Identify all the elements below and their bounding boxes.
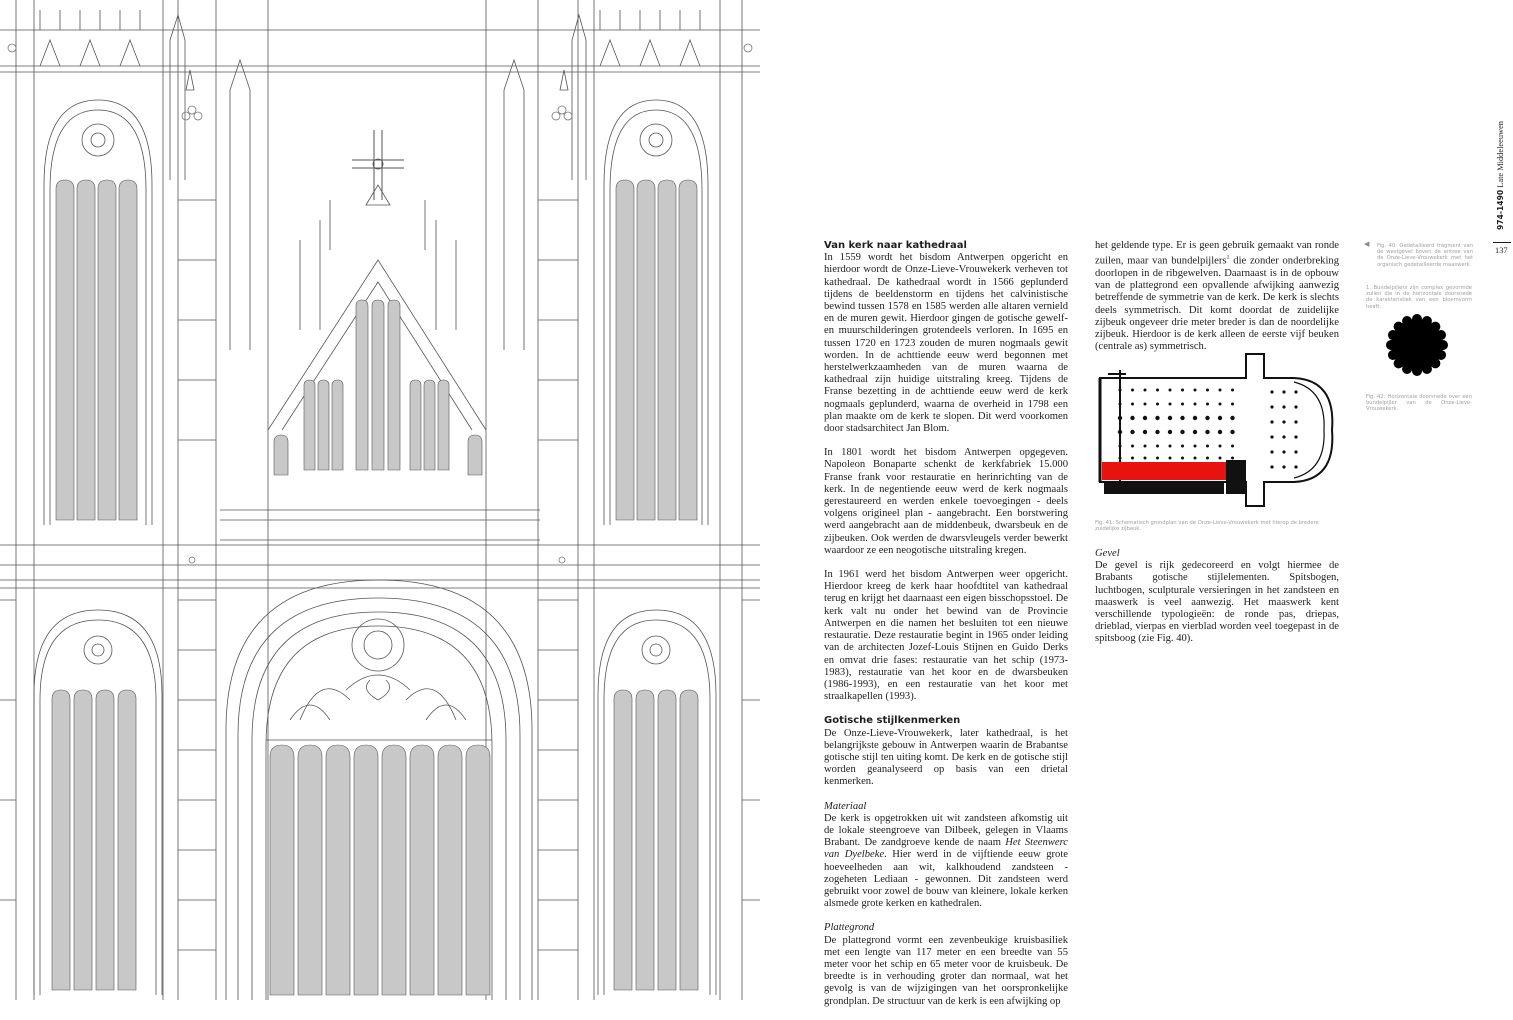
plan-pillar: [1156, 403, 1159, 406]
paragraph-gevel: De gevel is rijk gedecoreerd en volgt hiermee de Brabants gotische stijlelementen. Spitsbogen, luchtbogen, sculpturale versieringen in het zandsteen en maaswerk is veel aanwezig. Het maaswerk kent verschillende typologieën: de ronde pas, driepas, drieblad, vierpas en vierblad worden veel toegepast in de spitsboog (zie Fig. 40).: [1095, 560, 1339, 645]
plan-pillar: [1193, 416, 1197, 420]
window-light: [614, 690, 632, 990]
plan-pillar: [1231, 445, 1234, 448]
window-light: [424, 380, 435, 470]
figure-42-caption: Fig. 42: Horizontale doorsnede over een bundelpijler van de Onze-Lieve-Vrouwekerk.: [1366, 394, 1472, 413]
plan-pillar: [1169, 389, 1172, 392]
subheading-plattegrond: Plattegrond: [824, 922, 875, 934]
pillar-shaft: [1430, 322, 1440, 332]
text-column-right-lower: [1095, 548, 1339, 658]
plan-pillar: [1194, 457, 1197, 460]
window-light: [96, 690, 114, 990]
pillar-shaft: [1422, 364, 1432, 374]
paragraph: In 1961 werd het bisdom Antwerpen weer opgericht. Hierdoor kreeg de kerk haar hoofdtitel van kathedraal terug en krijgt het daarnaast een eigen bisschopsstoel. De kerk valt nu onder het bewind van de Provincie Antwerpen en die namen het besluiten tot een nieuwe restauratie. Deze restauratie begint in 1965 onder leiding van de architecten Jozef-Louis Stijnen en Guido Derks en omvat drie fases: restauratie van het schip (1973-1983), restauratie van het koor en de dwarsbeuken (1986-1993), en een restauratie van het koor met straalkapellen (1993).: [824, 569, 1068, 703]
plan-pillar: [1156, 445, 1159, 448]
window-light: [74, 690, 92, 990]
window-light: [326, 745, 350, 995]
plan-pillar: [1194, 445, 1197, 448]
floor-plan-figure: [1096, 350, 1342, 510]
facade-drawing: [0, 0, 760, 1000]
pillar-shaft: [1388, 330, 1398, 340]
paragraph: het geldende type. Er is geen gebruik gemaakt van ronde zuilen, maar van bundelpijlers$^1$ die zonder onderbreking doorlopen in de ribgewelven. Daarnaast is in de opbouw van de plattegrond een opvallende afwijking aanwezig betreffende de symmetrie van de kerk. De kerk is slechts deels symmetrisch. Dit komt doordat de zuidelijke zijbeuk ongeveer drie meter breder is dan de noordelijke zijbeuk. Hierdoor is de kerk alleen de eerste vijf beuken (centrale as) symmetrisch.: [1095, 240, 1339, 353]
plan-pillar: [1294, 450, 1297, 453]
plan-pillar: [1169, 403, 1172, 406]
plan-pillar: [1282, 405, 1285, 408]
window-light: [679, 180, 697, 520]
plan-pillar: [1219, 457, 1222, 460]
plan-pillar: [1130, 430, 1134, 434]
plan-pillar: [1194, 403, 1197, 406]
header-rule: [1493, 242, 1511, 243]
plan-pillar: [1282, 450, 1285, 453]
plan-pillar: [1131, 403, 1134, 406]
plan-pillar: [1156, 389, 1159, 392]
plan-pillar: [1155, 430, 1159, 434]
plan-pillar: [1118, 416, 1122, 420]
plan-pillar: [1131, 457, 1134, 460]
paragraph: In 1801 wordt het bisdom Antwerpen opgegeven. Napoleon Bonaparte schenkt de kerkfabriek 15.000 Franse frank voor restauratie en herinrichting van de kerk. In de negentiende eeuw werd de kerk nogmaals gerestaureerd en werden enkele toevoegingen - deels volgens origineel plan - aangebracht. Een borstwering werd aangebracht aan de middenbeuk, dwarsbeuk en de zijbeuken. Ook werden de dwarsvleugels verder bewerkt waardoor ze een neogotische uitstraling kregen.: [824, 447, 1068, 556]
window-light: [438, 380, 449, 470]
window-light: [52, 690, 70, 990]
window-light: [318, 380, 329, 470]
pillar-shaft: [1438, 340, 1448, 350]
paragraph-plattegrond: De plattegrond vormt een zevenbeukige kruisbasiliek met een lengte van 117 meter en een breedte van 55 meter voor het schip en 65 meter voor de kruisbeuk. De breedte is in verhouding groter dan normaal, wat het gevolg is van de wijzigingen van het oorspronkelijke grondplan. De structuur van de kerk is een afwijking op: [824, 934, 1068, 1007]
figure-41-caption: Fig. 41: Schematisch grondplan van de Onze-Lieve-Vrouwekerk met hierop de bredere zuidelijke zijbeuk.: [1095, 520, 1319, 533]
pillar-shaft: [1394, 358, 1404, 368]
pillar-shaft: [1402, 316, 1412, 326]
window-light: [616, 180, 634, 520]
plan-pillar: [1294, 435, 1297, 438]
plan-pillar: [1282, 420, 1285, 423]
plan-pillar: [1206, 457, 1209, 460]
window-light: [98, 180, 116, 520]
pillar-shaft: [1436, 350, 1446, 360]
plan-pillar: [1144, 403, 1147, 406]
window-light: [388, 300, 400, 470]
window-light: [270, 745, 294, 995]
window-light: [658, 180, 676, 520]
plan-pillar: [1131, 389, 1134, 392]
plan-pillar: [1119, 403, 1122, 406]
plan-pillar: [1169, 445, 1172, 448]
window-light: [354, 745, 378, 995]
plan-pillar: [1143, 416, 1147, 420]
window-light: [77, 180, 95, 520]
pillar-shaft: [1412, 314, 1422, 324]
plan-pillar: [1169, 457, 1172, 460]
plan-pillar: [1294, 465, 1297, 468]
plan-pillar: [1219, 445, 1222, 448]
subheading-materiaal: Materiaal: [824, 800, 867, 812]
window-light: [274, 435, 288, 475]
plan-pillar: [1270, 450, 1273, 453]
plan-pillar: [1282, 465, 1285, 468]
plan-pillar: [1143, 430, 1147, 434]
plan-pillar: [1168, 416, 1172, 420]
window-light: [332, 380, 343, 470]
plan-pillar: [1144, 389, 1147, 392]
pillar-shaft: [1386, 340, 1396, 350]
plan-pillar: [1181, 457, 1184, 460]
plan-pillar: [1119, 389, 1122, 392]
plan-pillar: [1180, 416, 1184, 420]
plan-pillar: [1181, 389, 1184, 392]
plan-pillar: [1270, 420, 1273, 423]
subheading-gevel: Gevel: [1095, 548, 1120, 559]
plan-pillars: [1118, 389, 1298, 469]
window-light: [658, 690, 676, 990]
plan-pillar: [1231, 457, 1234, 460]
plan-pillar: [1218, 430, 1222, 434]
paragraph: In 1559 wordt het bisdom Antwerpen opgericht en hierdoor wordt de Onze-Lieve-Vrouwekerk verheven tot kathedraal. De kathedraal wordt in 1566 geplunderd tijdens de beeldenstorm en tijdens het calvinistische bewind tussen 1578 en 1585 werden alle altaren vernield en de muren gewit. Hierdoor gingen de gotische gewelf- en muurschilderingen grotendeels verloren. In 1695 en tussen 1720 en 1723 zouden de muren nogmaals gewit worden. In de achttiende eeuw werd begonnen met herstelwerkzaamheden van de muren waarna de kathedraal zijn huidige uitstraling kreeg. Tijdens de Franse bezetting in de achttiende eeuw werd de kerk nogmaals geplunderd, waarna de overheid in 1798 een plan maakte om de kerk te slopen. Dit werd voorkomen door stadsarchitect Jan Blom.: [824, 252, 1068, 435]
plan-pillar: [1131, 445, 1134, 448]
window-light: [304, 380, 315, 470]
plan-pillar: [1205, 416, 1209, 420]
pillar-shaft: [1430, 358, 1440, 368]
plan-pillar: [1181, 445, 1184, 448]
running-header: 974-1490 Late Middeleeuwen: [1496, 121, 1505, 230]
plan-pillar: [1194, 389, 1197, 392]
plan-pillar: [1144, 457, 1147, 460]
plan-pillar: [1130, 416, 1134, 420]
window-light: [410, 380, 421, 470]
plan-pillar: [1231, 389, 1234, 392]
plan-pillar: [1294, 420, 1297, 423]
window-light: [382, 745, 406, 995]
plan-pillar: [1119, 445, 1122, 448]
window-light: [298, 745, 322, 995]
window-light: [410, 745, 434, 995]
plan-pillar: [1294, 405, 1297, 408]
window-light: [636, 690, 654, 990]
window-light: [466, 745, 490, 995]
paragraph: De Onze-Lieve-Vrouwekerk, later kathedraal, is het belangrijkste gebouw in Antwerpen waarin de Brabantse gotische stijl ten uiting komt. De kerk en de gotische stijl worden geanalyseerd op basis van een drietal kenmerken.: [824, 727, 1068, 788]
window-light: [637, 180, 655, 520]
plan-pillar: [1206, 403, 1209, 406]
caret-left-icon: ◀: [1364, 240, 1370, 248]
plan-pillar: [1181, 403, 1184, 406]
plan-pillar: [1270, 465, 1273, 468]
window-light: [56, 180, 74, 520]
pillar-shaft: [1412, 366, 1422, 376]
plan-pillar: [1156, 457, 1159, 460]
plan-pillar: [1205, 430, 1209, 434]
plan-pillar: [1193, 430, 1197, 434]
plan-pillar: [1270, 405, 1273, 408]
figure-40-caption: Fig. 40: Gedetailleerd fragment van de westgevel boven de entree van de Onze-Lieve-Vrouwekerk met het organisch gedetailleerde maaswerk.: [1377, 243, 1473, 268]
window-light: [372, 300, 384, 470]
plan-pillar: [1144, 445, 1147, 448]
window-light: [118, 690, 136, 990]
section-heading: Van kerk naar kathedraal: [824, 240, 967, 251]
plan-pillar: [1270, 435, 1273, 438]
plan-pillar: [1282, 435, 1285, 438]
plan-pillar: [1206, 445, 1209, 448]
paragraph-materiaal: De kerk is opgetrokken uit wit zandsteen afkomstig uit de lokale steengroeve van Dilbeek, gelegen in Vlaams Brabant. De zandgroeve kende de naam Het Steenwerc van Dyelbeke. Hier werd in de vijftiende eeuw grote hoeveelheden aan wit, kalkhoudend zandsteen - zogeheten Lediaan - gewonnen. Dit zandsteen werd gebruikt voor zowel de bouw van kleinere, lokale kerken alsmede grote kerken en kathedralen.: [824, 812, 1068, 910]
plan-pillar: [1230, 416, 1234, 420]
page-number: 137: [1495, 246, 1508, 255]
pillar-shaft: [1388, 350, 1398, 360]
window-light: [119, 180, 137, 520]
south-aisle-highlight: [1102, 462, 1226, 480]
plan-pillar: [1218, 416, 1222, 420]
text-column-left: [824, 240, 1068, 1020]
window-light: [438, 745, 462, 995]
plan-pillar: [1219, 389, 1222, 392]
plan-pillar: [1119, 457, 1122, 460]
pillar-shaft: [1436, 330, 1446, 340]
pillar-shaft: [1422, 316, 1432, 326]
plan-pillar: [1282, 390, 1285, 393]
plan-pillar: [1168, 430, 1172, 434]
window-light: [680, 690, 698, 990]
plan-pillar: [1270, 390, 1273, 393]
plan-pillar: [1180, 430, 1184, 434]
plan-pillar: [1118, 430, 1122, 434]
pillar-shaft: [1394, 322, 1404, 332]
window-light: [468, 435, 482, 475]
plan-pillar: [1294, 390, 1297, 393]
plan-pillar: [1155, 416, 1159, 420]
plan-pillar: [1230, 430, 1234, 434]
plan-pillar: [1206, 389, 1209, 392]
plan-pillar: [1219, 403, 1222, 406]
footnote-1: 1. Bundelpijlers zijn complex gevormde zuilen die in de horizontale doorsnede de karakteristiek van een bloemvorm heeft.: [1366, 285, 1472, 310]
section-heading: Gotische stijlkenmerken: [824, 715, 961, 727]
pillar-shaft: [1402, 364, 1412, 374]
window-light: [356, 300, 368, 470]
text-column-right: [1095, 240, 1339, 365]
plan-pillar: [1231, 403, 1234, 406]
bundle-pillar-section: [1384, 310, 1450, 380]
